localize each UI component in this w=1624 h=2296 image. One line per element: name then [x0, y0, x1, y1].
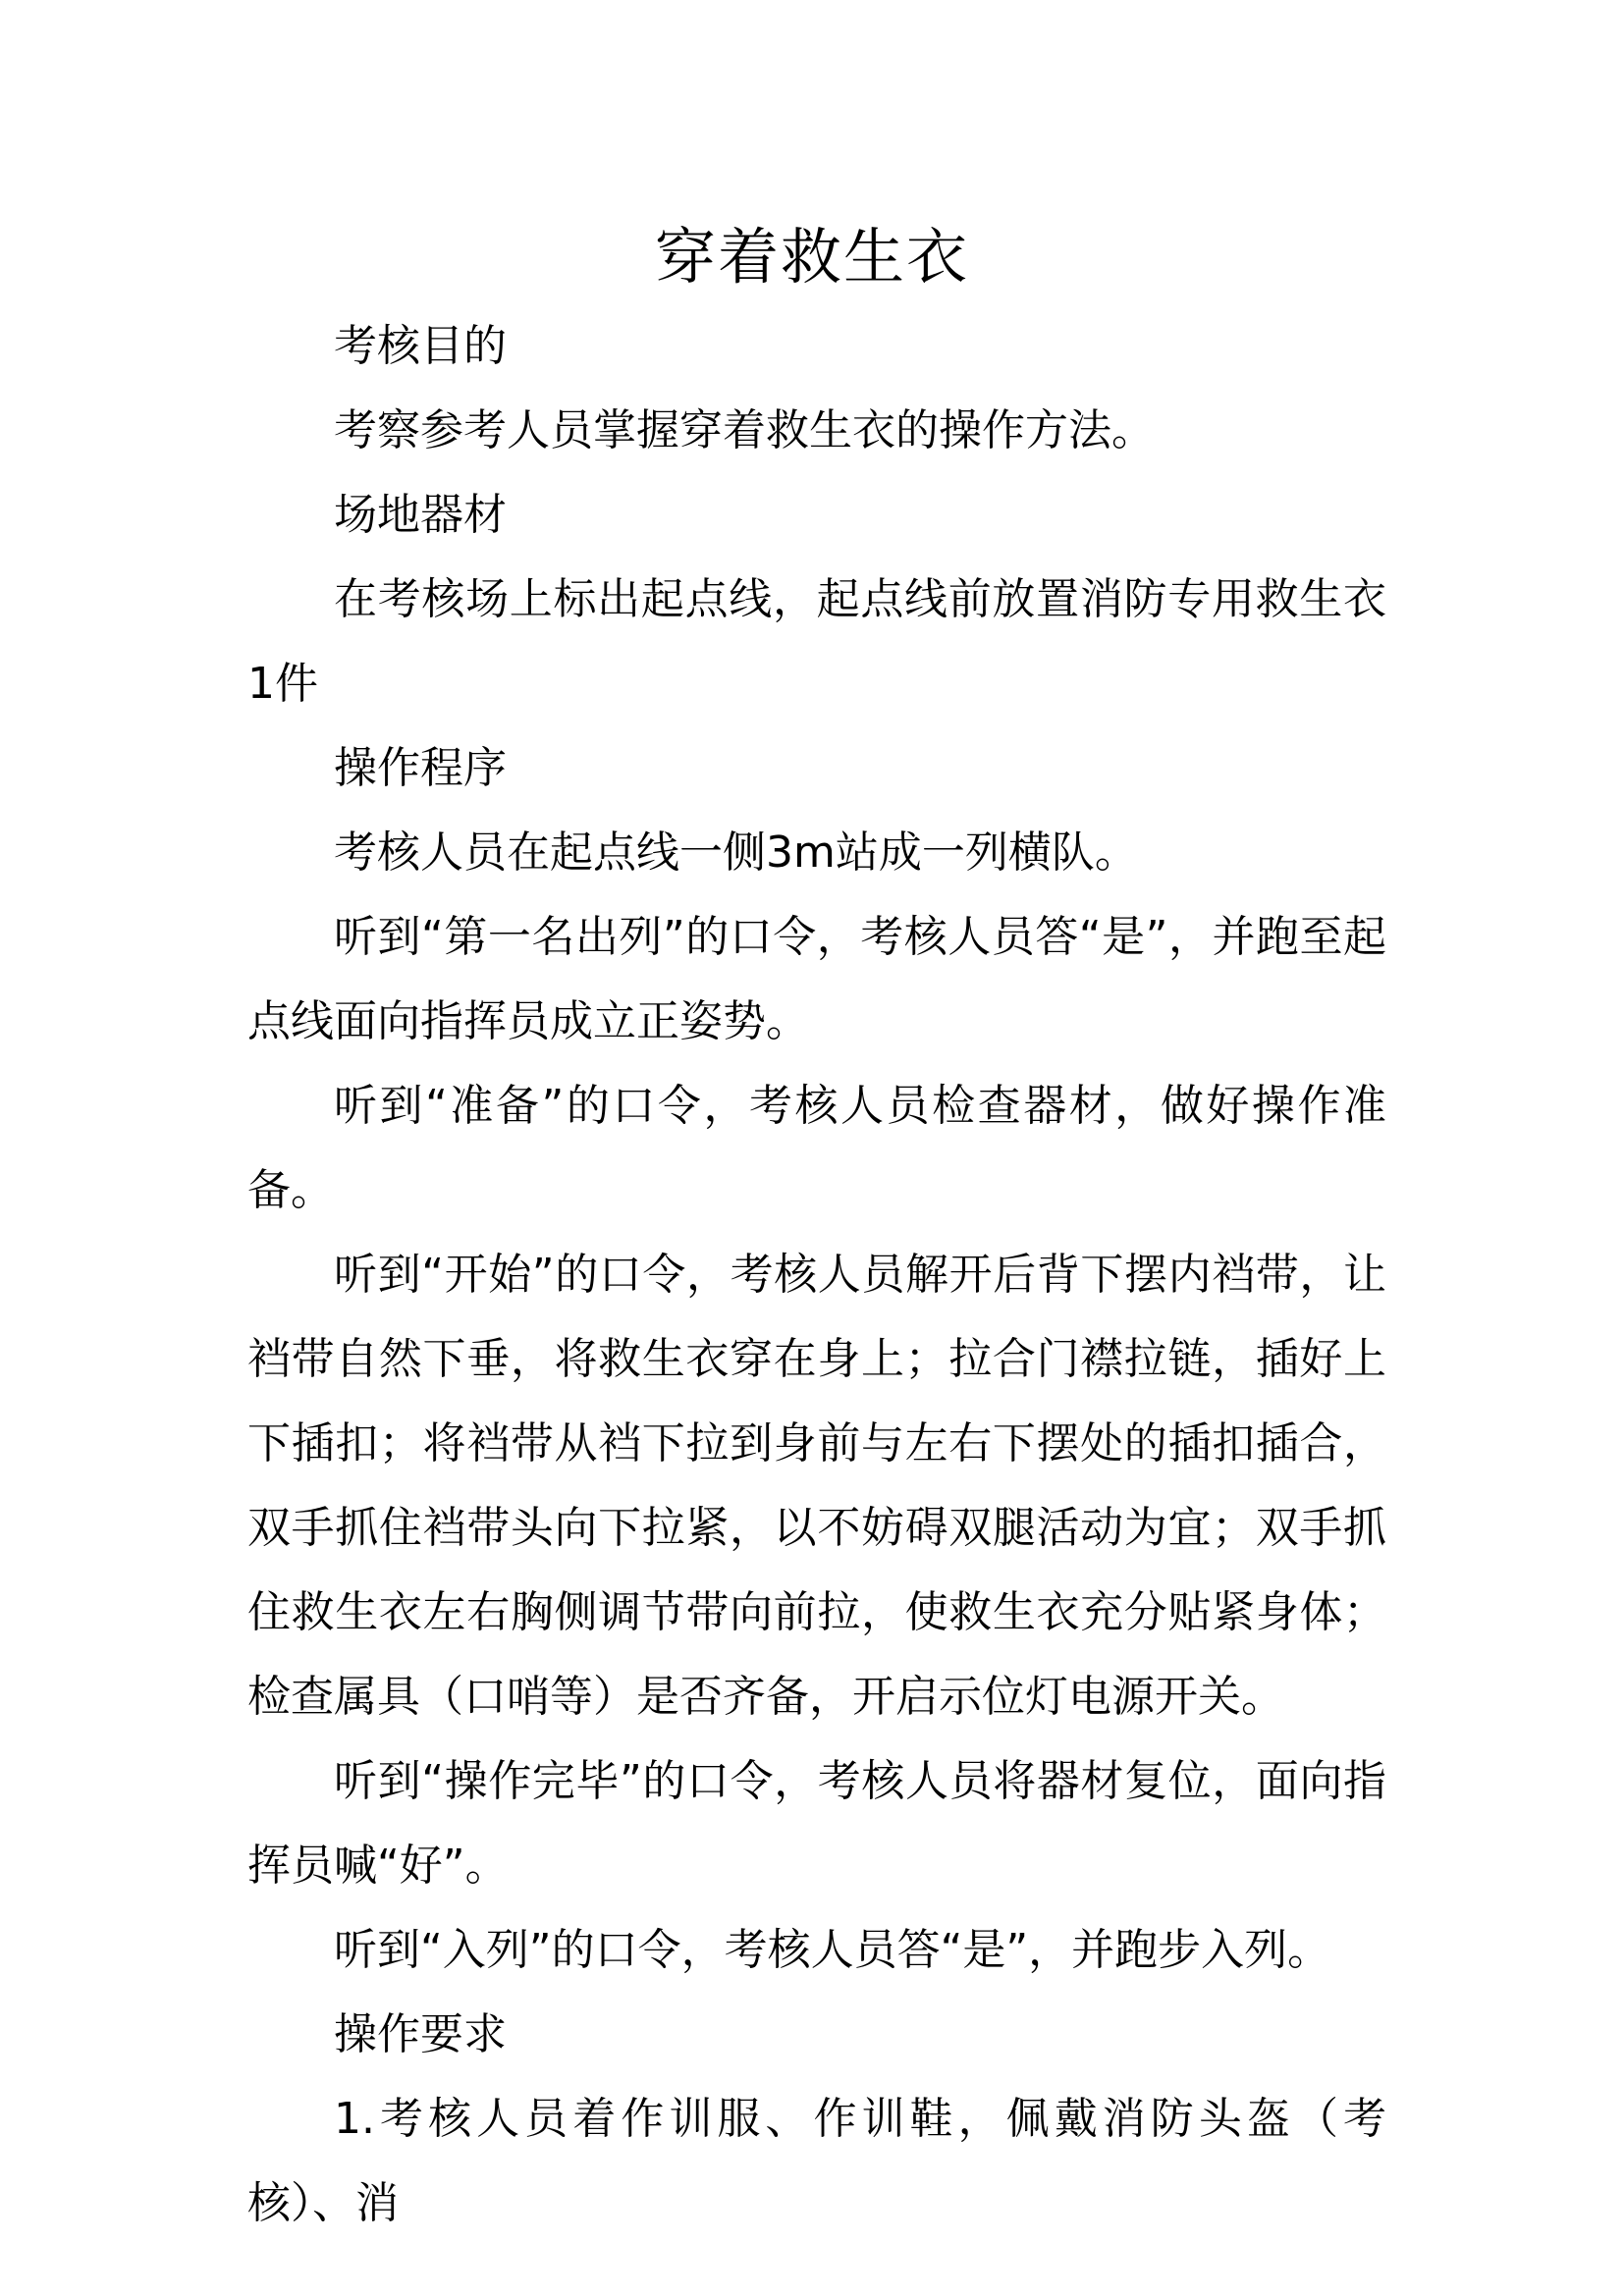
- heading-purpose: 考核目的: [334, 321, 507, 371]
- paragraph-procedure-2: 听到“第一名出列”的口令，考核人员答“是”，并跑至起点线面向指挥员成立正姿势。: [247, 912, 1386, 1046]
- paragraph-procedure-1: 考核人员在起点线一侧3m站成一列横队。: [334, 828, 1138, 878]
- paragraph-procedure-6: 听到“入列”的口令，考核人员答“是”，并跑步入列。: [334, 1925, 1331, 1975]
- paragraph-equipment: 在考核场上标出起点线，起点线前放置消防专用救生衣1件: [247, 574, 1386, 709]
- heading-requirements: 操作要求: [334, 2009, 507, 2059]
- heading-procedure: 操作程序: [334, 743, 507, 793]
- paragraph-procedure-4: 听到“开始”的口令，考核人员解开后背下摆内裆带，让裆带自然下垂，将救生衣穿在身上；拉合门襟拉链，插好上下插扣；将裆带从裆下拉到身前与左右下摆处的插扣插合，双手抓住裆带头向下拉紧，以不妨碍双腿活动为宜；双手抓住救生衣左右胸侧调节带向前拉，使救生衣充分贴紧身体；检查属具（口哨等）是否齐备，开启示位灯电源开关。: [247, 1250, 1386, 1722]
- paragraph-purpose: 考察参考人员掌握穿着救生衣的操作方法。: [334, 405, 1155, 455]
- document-body: [247, 304, 1386, 2246]
- document-title: 穿着救生衣: [654, 221, 969, 293]
- heading-equipment: 场地器材: [334, 490, 507, 540]
- paragraph-procedure-3: 听到“准备”的口令，考核人员检查器材，做好操作准备。: [247, 1081, 1386, 1215]
- paragraph-procedure-5: 听到“操作完毕”的口令，考核人员将器材复位，面向指挥员喊“好”。: [247, 1756, 1386, 1891]
- paragraph-requirement-1: 1.考核人员着作训服、作训鞋，佩戴消防头盔（考核）、消: [247, 2094, 1386, 2228]
